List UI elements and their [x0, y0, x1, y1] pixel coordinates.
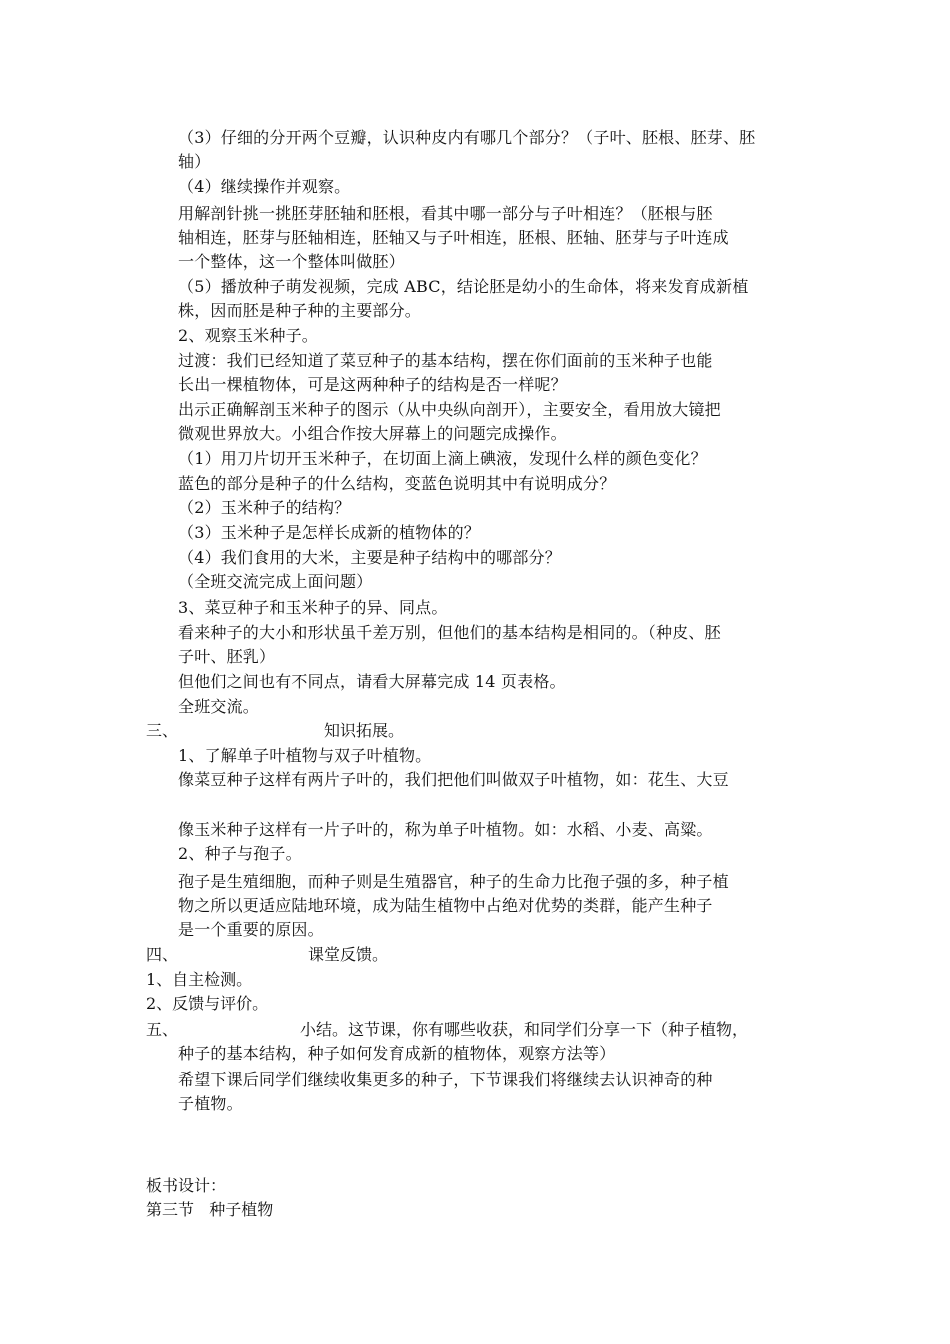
text-line: 1、了解单子叶植物与双子叶植物。: [178, 746, 432, 765]
text-line: 长出一棵植物体，可是这两种种子的结构是否一样呢？: [178, 375, 567, 394]
text-line: 过渡：我们已经知道了菜豆种子的基本结构，摆在你们面前的玉米种子也能: [178, 351, 713, 370]
text-line: 全班交流。: [178, 697, 260, 716]
text-line: （1）用刀片切开玉米种子，在切面上滴上碘液，发现什么样的颜色变化？: [178, 449, 707, 468]
text-line: 希望下课后同学们继续收集更多的种子，下节课我们将继续去认识神奇的种: [178, 1070, 713, 1089]
section-number: 三、: [146, 721, 179, 740]
section-number: 四、: [146, 945, 179, 964]
text-line: 蓝色的部分是种子的什么结构，变蓝色说明其中有说明成分？: [178, 474, 616, 493]
text-line: 像菜豆种子这样有两片子叶的，我们把他们叫做双子叶植物，如：花生、大豆: [178, 770, 729, 789]
section-title: 知识拓展。: [324, 721, 405, 740]
text-line: 1、自主检测。: [146, 970, 253, 989]
text-line: 但他们之间也有不同点，请看大屏幕完成 14 页表格。: [178, 672, 566, 691]
text-line: （2）玉米种子的结构？: [178, 498, 351, 517]
text-line: 看来种子的大小和形状虽千差万别，但他们的基本结构是相同的。（种皮、胚: [178, 623, 721, 642]
text-line: 2、观察玉米种子。: [178, 326, 318, 345]
text-line: （3）仔细的分开两个豆瓣，认识种皮内有哪几个部分？（子叶、胚根、胚芽、胚: [178, 128, 756, 147]
text-line: （全班交流完成上面问题）: [178, 572, 373, 591]
text-line: 轴相连，胚芽与胚轴相连，胚轴又与子叶相连，胚根、胚轴、胚芽与子叶连成: [178, 228, 729, 247]
board-title: 第三节 种子植物: [146, 1200, 274, 1219]
text-line: （4）我们食用的大米，主要是种子结构中的哪部分？: [178, 548, 561, 567]
text-line: 物之所以更适应陆地环境，成为陆生植物中占绝对优势的类群，能产生种子: [178, 896, 713, 915]
text-line: 是一个重要的原因。: [178, 920, 324, 939]
text-line: （3）玉米种子是怎样长成新的植物体的？: [178, 523, 480, 542]
text-line: 微观世界放大。小组合作按大屏幕上的问题完成操作。: [178, 424, 567, 443]
text-line: 种子的基本结构，种子如何发育成新的植物体，观察方法等）: [178, 1044, 616, 1063]
text-line: 2、种子与孢子。: [178, 844, 302, 863]
text-line: 孢子是生殖细胞，而种子则是生殖器官，种子的生命力比孢子强的多，种子植: [178, 872, 729, 891]
text-line: 轴）: [178, 152, 211, 171]
text-line: 出示正确解剖玉米种子的图示（从中央纵向剖开），主要安全，看用放大镜把: [178, 400, 721, 419]
text-line: 用解剖针挑一挑胚芽胚轴和胚根，看其中哪一部分与子叶相连？（胚根与胚: [178, 204, 713, 223]
text-line: 一个整体，这一个整体叫做胚）: [178, 252, 405, 271]
text-line: 3、菜豆种子和玉米种子的异、同点。: [178, 598, 448, 617]
section-title: 小结。这节课，你有哪些收获，和同学们分享一下（种子植物，: [300, 1020, 749, 1039]
text-line: 2、反馈与评价。: [146, 994, 269, 1013]
section-title: 课堂反馈。: [308, 945, 389, 964]
text-line: （5）播放种子萌发视频，完成 ABC，结论胚是幼小的生命体，将来发育成新植: [178, 277, 749, 296]
text-line: 像玉米种子这样有一片子叶的，称为单子叶植物。如：水稻、小麦、高粱。: [178, 820, 713, 839]
board-label: 板书设计：: [146, 1176, 227, 1195]
text-line: 子叶、胚乳）: [178, 647, 276, 666]
text-line: （4）继续操作并观察。: [178, 177, 351, 196]
text-line: 株，因而胚是种子种的主要部分。: [178, 301, 422, 320]
text-line: 子植物。: [178, 1094, 243, 1113]
section-number: 五、: [146, 1020, 179, 1039]
